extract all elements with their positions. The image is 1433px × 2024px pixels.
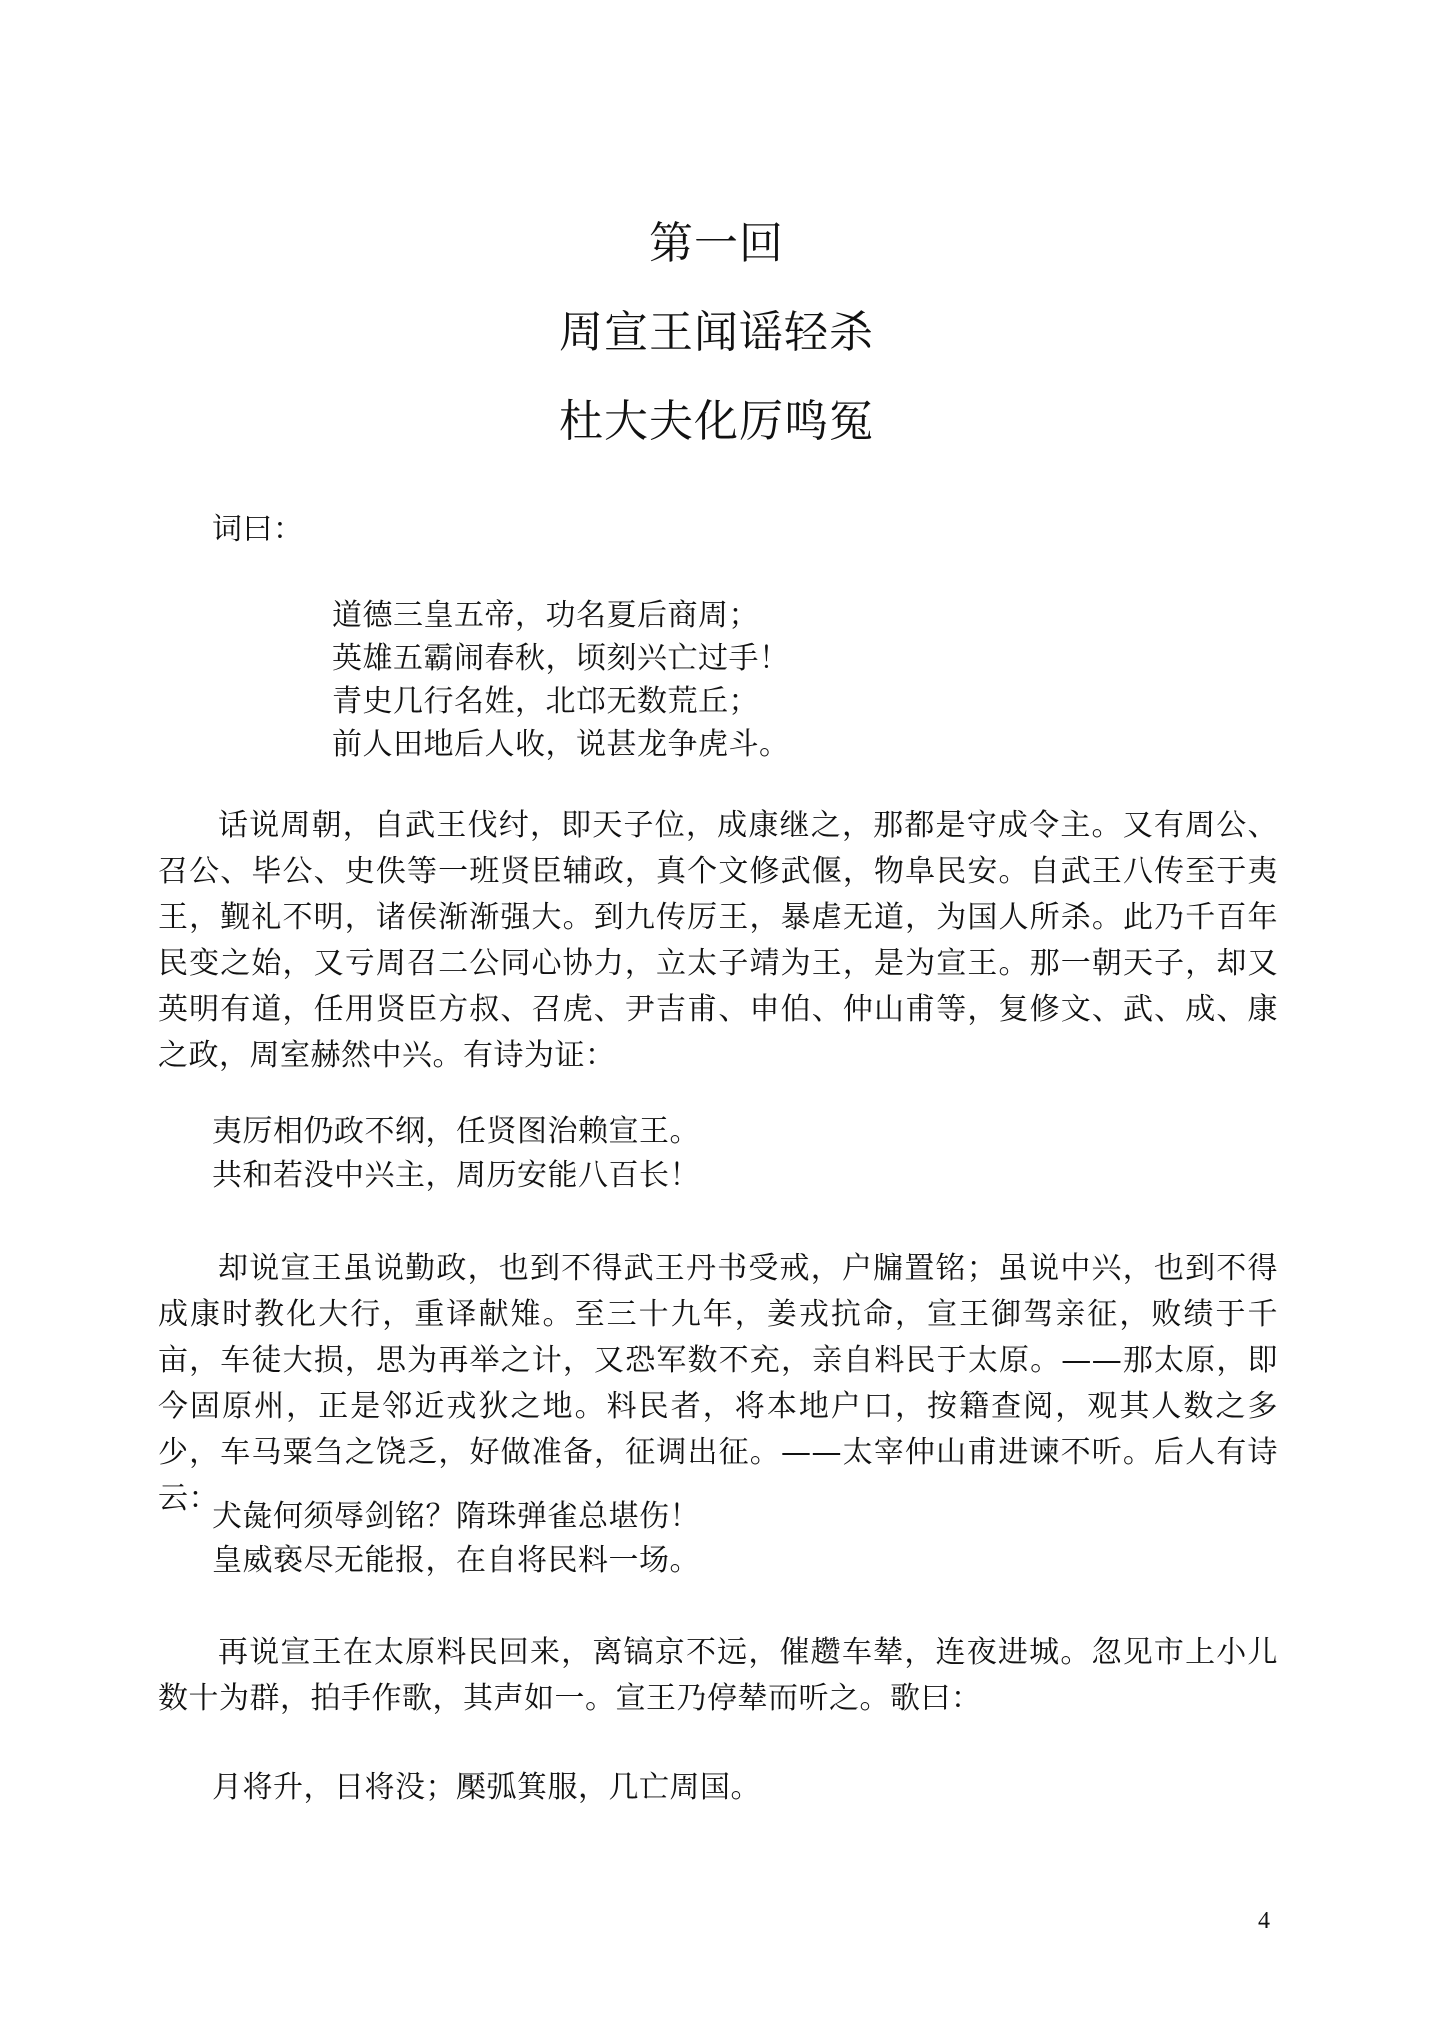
verse-2 [212,1495,700,1583]
verse-3 [212,1766,761,1810]
verse-line: 月将升，日将没；檿弧箕服，几亡周国。 [212,1770,761,1805]
poem-line: 道德三皇五帝，功名夏后商周； [332,598,759,633]
chapter-title-line-1: 周宣王闻谣轻杀 [559,307,874,358]
paragraph-1: 话说周朝，自武王伐纣，即天子位，成康继之，那都是守成令主。又有周公、召公、毕公、史佚等一班贤臣辅政，真个文修武偃，物阜民安。自武王八传至于夷王，觐礼不明，诸侯渐渐强大。到九传厉王，暴虐无道，为国人所杀。此乃千百年民变之始，又亏周召二公同心协力，立太子靖为王，是为宣王。那一朝天子，却又英明有道，任用贤臣方叔、召虎、尹吉甫、申伯、仲山甫等，复修文、武、成、康之政，周室赫然中兴。有诗为证： [158,808,1278,1073]
chapter-title-line-2: 杜大夫化厉鸣冤 [559,396,874,447]
poem-line: 英雄五霸闹春秋，顷刻兴亡过手！ [332,641,790,676]
chapter-number: 第一回 [649,218,784,269]
poem-line: 青史几行名姓，北邙无数荒丘； [332,684,759,719]
ci-label: 词曰： [212,512,304,547]
verse-line: 犬彘何须辱剑铭？隋珠弹雀总堪伤！ [212,1499,700,1534]
verse-line: 共和若没中兴主，周历安能八百长！ [212,1158,700,1193]
paragraph-2: 却说宣王虽说勤政，也到不得武王丹书受戒，户牖置铭；虽说中兴，也到不得成康时教化大行，重译献雉。至三十九年，姜戎抗命，宣王御驾亲征，败绩于千亩，车徒大损，思为再举之计，又恐军数不充，亲自料民于太原。——那太原，即今固原州，正是邻近戎狄之地。料民者，将本地户口，按籍查阅，观其人数之多少，车马粟刍之饶乏，好做准备，征调出征。——太宰仲山甫进谏不听。后人有诗云： [158,1251,1278,1516]
opening-poem [332,594,790,766]
verse-1 [212,1110,700,1198]
verse-line: 皇威亵尽无能报，在自将民料一场。 [212,1543,700,1578]
poem-line: 前人田地后人收，说甚龙争虎斗。 [332,727,790,762]
verse-line: 夷厉相仍政不纲，任贤图治赖宣王。 [212,1114,700,1149]
page-number: 4 [1258,1908,1270,1934]
paragraph-3: 再说宣王在太原料民回来，离镐京不远，催趱车辇，连夜进城。忽见市上小儿数十为群，拍手作歌，其声如一。宣王乃停辇而听之。歌曰： [158,1635,1278,1716]
